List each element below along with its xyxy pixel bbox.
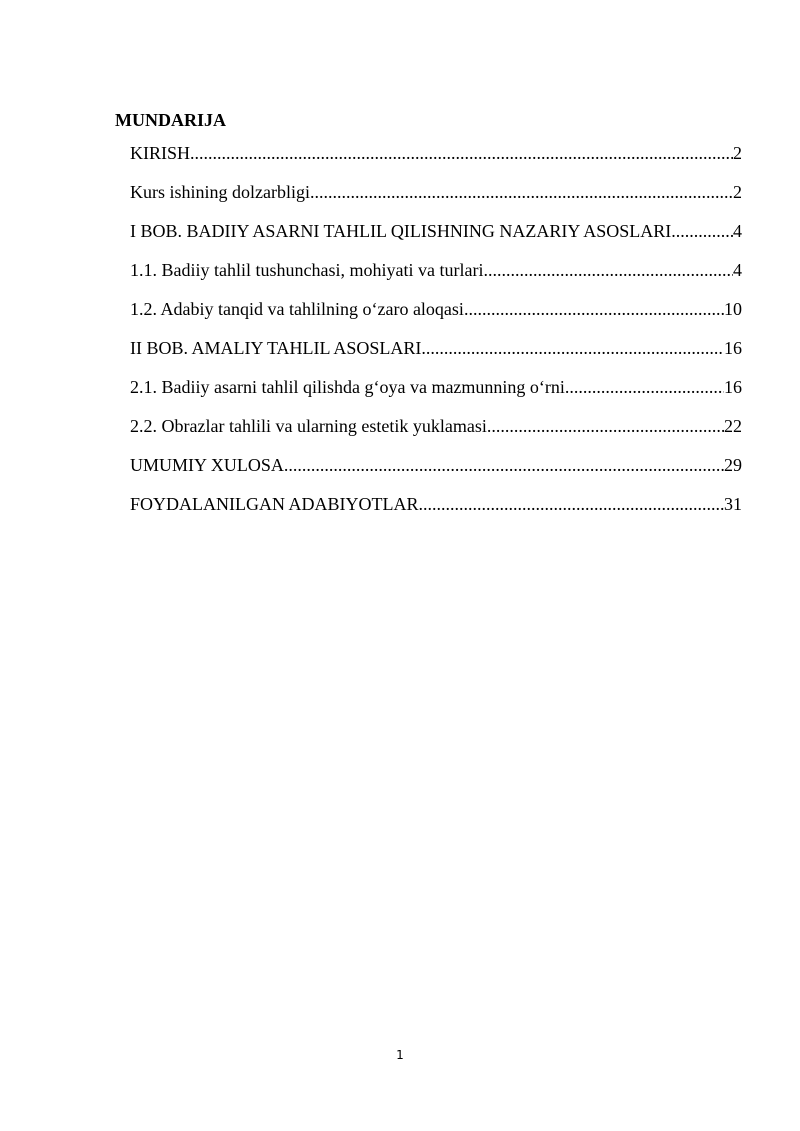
toc-entry-title: I BOB. BADIIY ASARNI TAHLIL QILISHNING NAZARIY ASOSLARI bbox=[130, 221, 672, 241]
toc-entry-section-2-2[interactable] bbox=[130, 415, 742, 454]
page-title: MUNDARIJA bbox=[115, 110, 226, 130]
toc-dot-leader bbox=[483, 259, 733, 281]
toc-entry-title: KIRISH bbox=[130, 143, 191, 163]
toc-entry-page: 10 bbox=[724, 299, 742, 319]
toc-dot-leader bbox=[284, 454, 724, 476]
toc-entry-page: 31 bbox=[724, 494, 742, 514]
toc-entry-page: 29 bbox=[724, 455, 742, 475]
toc-entry-section-1-2[interactable] bbox=[130, 298, 742, 337]
toc-entry-title: 2.2. Obrazlar tahlili va ularning estetik yuklamasi bbox=[130, 416, 487, 436]
toc-entry-references[interactable] bbox=[130, 493, 742, 532]
toc-entry-page: 4 bbox=[733, 221, 742, 241]
toc-dot-leader bbox=[190, 142, 733, 164]
toc-entry-page: 22 bbox=[724, 416, 742, 436]
toc-entry-page: 2 bbox=[733, 143, 742, 163]
toc-entry-chapter-1[interactable] bbox=[130, 220, 742, 259]
toc-entry-section-1-1[interactable] bbox=[130, 259, 742, 298]
toc-entry-title: FOYDALANILGAN ADABIYOTLAR bbox=[130, 494, 419, 514]
toc-entry-title: Kurs ishining dolzarbligi bbox=[130, 182, 310, 202]
toc-entry-page: 16 bbox=[724, 338, 742, 358]
toc-entry-chapter-2[interactable] bbox=[130, 337, 742, 376]
toc-dot-leader bbox=[310, 181, 733, 203]
toc-entry-page: 4 bbox=[733, 260, 742, 280]
toc-entry-title: II BOB. AMALIY TAHLIL ASOSLARI bbox=[130, 338, 422, 358]
table-of-contents bbox=[130, 142, 742, 532]
toc-entry-title: 1.2. Adabiy tanqid va tahlilning o‘zaro aloqasi bbox=[130, 299, 464, 319]
toc-entry-title: UMUMIY XULOSA bbox=[130, 455, 284, 475]
page-number: 1 bbox=[396, 1048, 404, 1062]
toc-dot-leader bbox=[487, 415, 724, 437]
toc-entry-kirish[interactable] bbox=[130, 142, 742, 181]
toc-entry-conclusion[interactable] bbox=[130, 454, 742, 493]
toc-dot-leader bbox=[671, 220, 733, 242]
toc-entry-page: 2 bbox=[733, 182, 742, 202]
toc-entry-title: 2.1. Badiiy asarni tahlil qilishda g‘oya va mazmunning o‘rni bbox=[130, 377, 565, 397]
toc-entry-title: 1.1. Badiiy tahlil tushunchasi, mohiyati va turlari bbox=[130, 260, 484, 280]
toc-entry-dolzarblik[interactable] bbox=[130, 181, 742, 220]
toc-dot-leader bbox=[418, 493, 724, 515]
toc-dot-leader bbox=[565, 376, 724, 398]
toc-entry-page: 16 bbox=[724, 377, 742, 397]
toc-entry-section-2-1[interactable] bbox=[130, 376, 742, 415]
toc-dot-leader bbox=[421, 337, 724, 359]
toc-dot-leader bbox=[464, 298, 724, 320]
